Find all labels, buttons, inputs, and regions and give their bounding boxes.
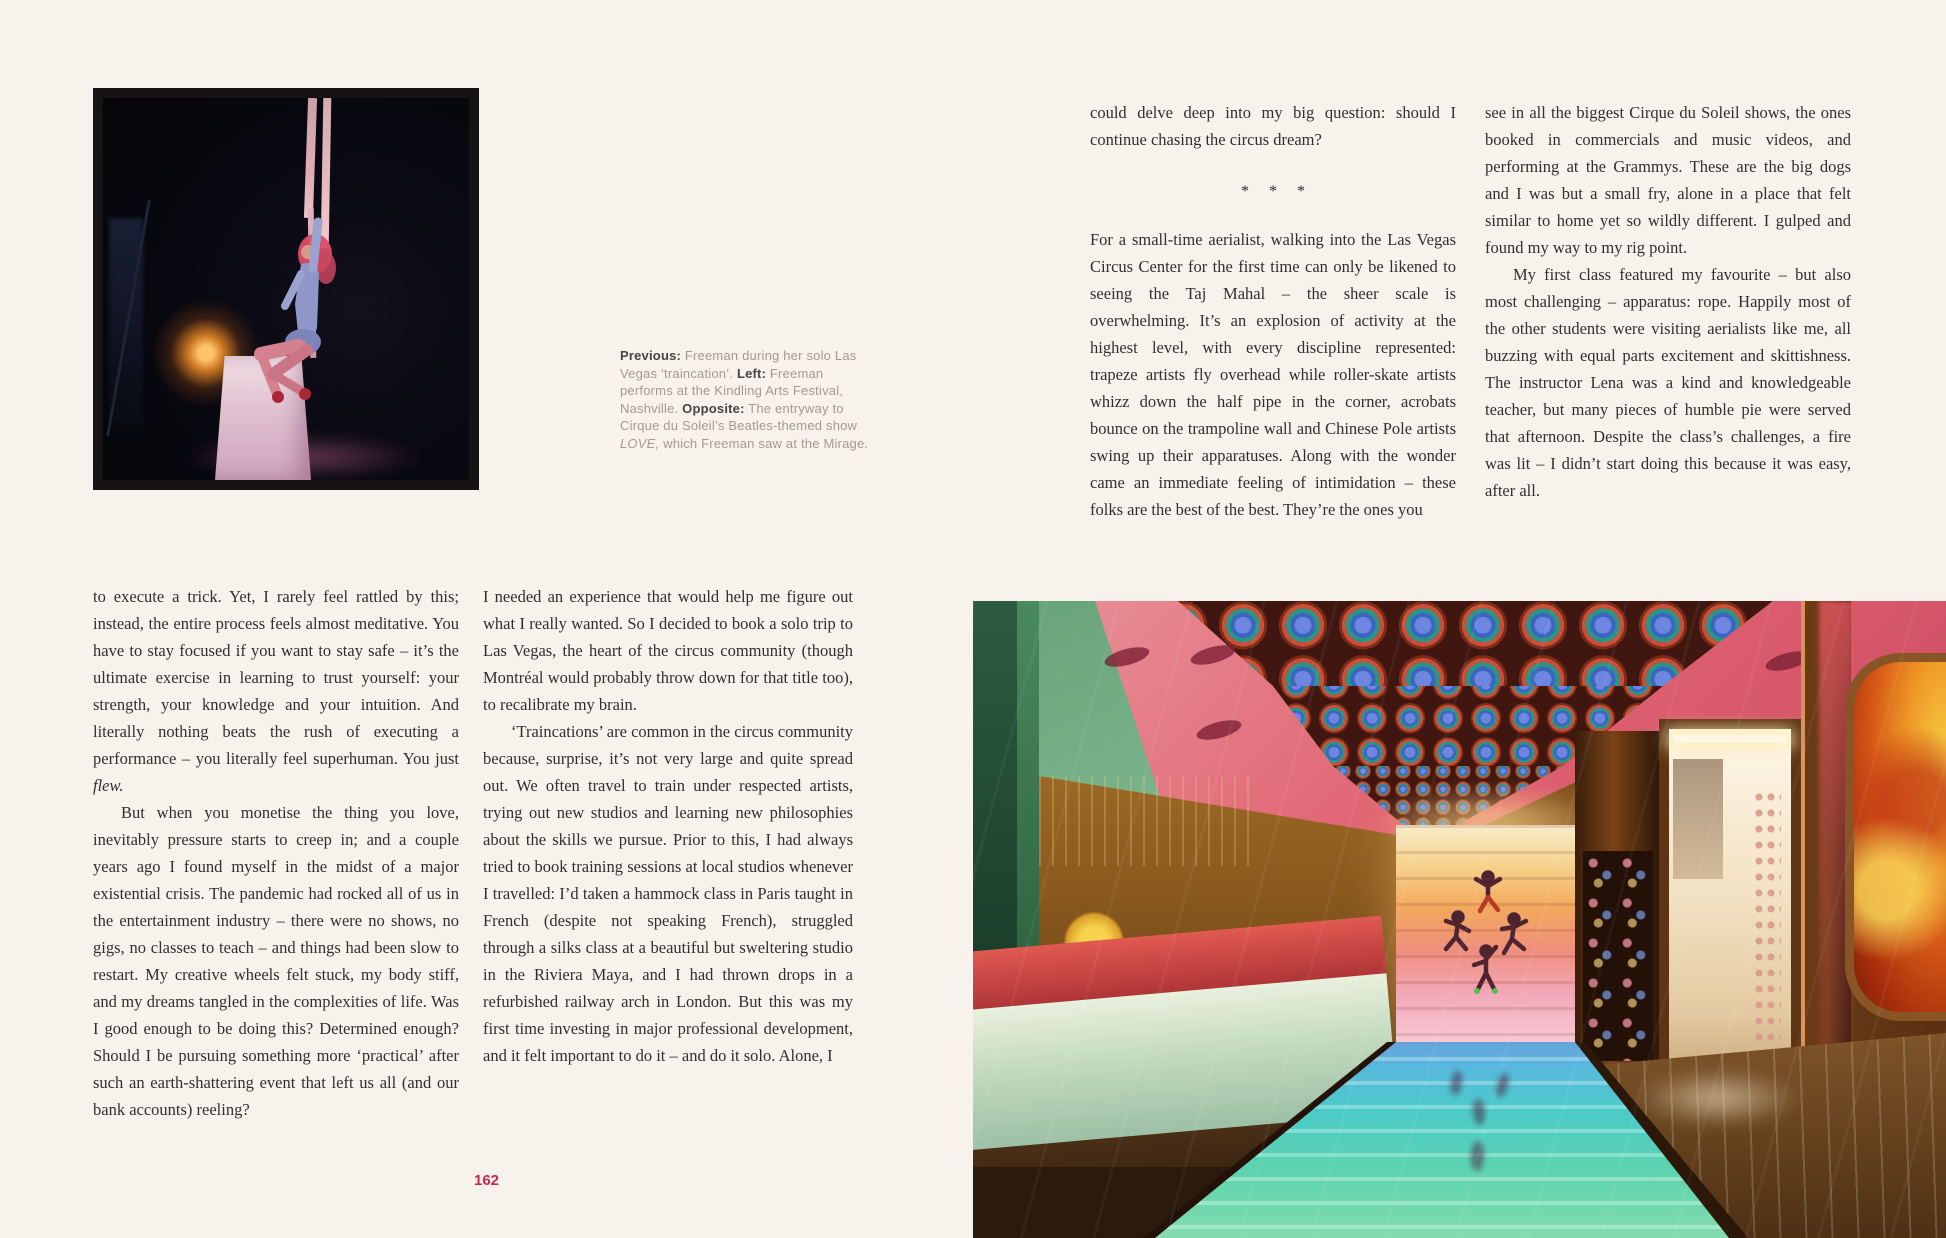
text-column-right-2 (1485, 99, 1851, 504)
caption-label-opposite: Opposite: (682, 400, 745, 416)
page-number: 162 (473, 1172, 500, 1189)
text-column-left-2 (483, 583, 853, 1069)
caption-text: Freeman performs at the Kindling Arts Festival, Nashville. (620, 365, 844, 416)
body-paragraph: I needed an experience that would help me figure out what I really wanted. So I decided to book a solo trip to Las Vegas, the heart of the circus community (though Montréal would probably throw down for that title too), to recalibrate my brain. (483, 587, 853, 714)
body-paragraph: But when you monetise the thing you love, inevitably pressure starts to creep in; and a couple years ago I found myself in the midst of a major existential crisis. The pandemic had rocked all of us in the entertainment industry – there were no shows, no gigs, no classes to teach – and things had been slow to restart. My creative wheels felt stuck, my body stiff, and my dreams tangled in the complexities of life. Was I good enough to be doing this? Determined enough? Should I be pursuing something more ‘practical’ after such an earth-shattering event that left us all (and our bank accounts) reeling? (93, 803, 459, 1119)
performer-figure (223, 208, 383, 408)
body-text: to execute a trick. Yet, I rarely feel rattled by this; instead, the entire process feels almost meditative. You have to stay focused if you want to stay safe – it’s the ultimate exercise in learning to trust yourself: your strength, your knowledge and your intuition. And literally nothing beats the rush of executing a performance – you literally feel superhuman. You just (93, 587, 459, 768)
body-paragraph: For a small-time aerialist, walking into the Las Vegas Circus Center for the first time can only be likened to seeing the Taj Mahal – the sheer scale is overwhelming. It’s an explosion of activity at the highest level, with every discipline represented: trapeze artists fly overhead while roller-skate artists whizz down the half pipe in the corner, acrobats bounce on the trampoline wall and Chinese Pole artists swing up their apparatuses. Along with the wonder came an immediate feeling of intimidation – these folks are the best of the best. They’re the ones you (1090, 230, 1456, 519)
body-paragraph: ‘Traincations’ are common in the circus community because, surprise, it’s not very large and quite spread out. We often travel to train under respected artists, trying out new studios and learning new philosophies about the skills we pursue. Prior to this, I had always tried to book training sessions at local studios whenever I travelled: I’d taken a hammock class in Paris taught in French (despite not speaking French), struggled through a silks class at a beautiful but sweltering studio in the Riviera Maya, and I had thrown drops in a refurbished railway arch in London. But this was my first time investing in major professional development, and it felt important to do it – and do it solo. Alone, I (483, 722, 853, 1065)
caption-text: Freeman during her solo Las Vegas ‘traincation’. (620, 348, 857, 381)
caption-label-previous: Previous: (620, 348, 682, 363)
body-paragraph (93, 583, 459, 799)
body-paragraph: My first class featured my favourite – but also most challenging – apparatus: rope. Happily most of the other students were visiting aerialists like me, all buzzing with equal parts excitement and skittishness. The instructor Lena was a kind and knowledgeable teacher, but many pieces of humble pie were served that afternoon. Despite the class’s challenges, a fire was lit – I didn’t start doing this because it was easy, after all. (1485, 265, 1851, 500)
love-entrance-photo (973, 601, 1946, 1238)
caption-label-left: Left: (736, 365, 767, 381)
body-paragraph: could delve deep into my big question: should I continue chasing the circus dream? (1090, 103, 1456, 149)
text-column-right-1 (1090, 99, 1456, 523)
text-column-left-1 (93, 583, 459, 1123)
body-paragraph: see in all the biggest Cirque du Soleil shows, the ones booked in commercials and music videos, and performing at the Grammys. These are the big dogs and I was but a small fry, alone in a place that felt similar to home yet so wildly different. I gulped and found my way to my rig point. (1485, 103, 1851, 257)
glass-sheen-overlay (973, 601, 1946, 1238)
caption-text: The entryway to Cirque du Soleil’s Beatles-themed show (620, 400, 858, 434)
caption-show-title: LOVE, (620, 435, 660, 451)
caption-text: which Freeman saw at the Mirage. (659, 435, 869, 451)
aerialist-photo (93, 88, 479, 490)
section-break-stars: * * * (1241, 183, 1313, 200)
body-text-italic: flew. (93, 776, 124, 795)
photo-caption (620, 347, 874, 453)
